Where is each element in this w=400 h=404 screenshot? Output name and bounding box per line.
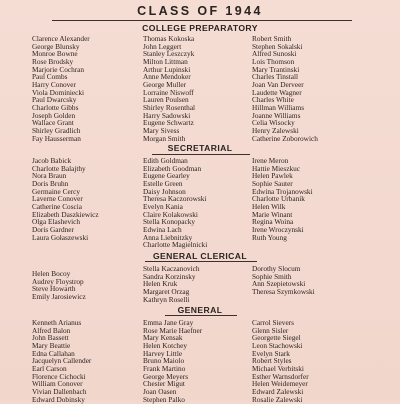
student-name: Charlotte Magielnicki	[143, 240, 208, 250]
student-name: Harvey Little	[143, 348, 183, 358]
student-name: Kathryn Roselli	[143, 294, 190, 304]
student-name: Jacquelyn Callender	[32, 356, 92, 366]
student-name: Helen Kotchey	[143, 340, 187, 350]
student-name: Harry Sadowski	[143, 110, 191, 120]
student-name: Steve Howarth	[32, 284, 76, 294]
student-name: Edith Goldman	[143, 156, 188, 165]
student-name: Morgan Smith	[143, 133, 186, 143]
student-name: Celia Wisocky	[252, 118, 295, 128]
student-name: Stephen Sokalski	[252, 41, 303, 51]
student-name: Charlotte Urbanik	[252, 194, 305, 204]
student-name: Robert Smith	[252, 34, 292, 43]
student-name: Catherine Zoborowich	[252, 133, 318, 143]
student-name: Charlotte Balajthy	[32, 163, 86, 173]
student-name: Henry Zalewski	[252, 125, 299, 135]
student-name: Helen Wilk	[252, 201, 286, 211]
student-name: Irene Wroczynski	[252, 224, 304, 234]
student-name: Rose Brodsky	[32, 56, 74, 66]
student-name: Evelyn Stark	[252, 348, 290, 358]
student-name: William Conover	[32, 379, 83, 389]
student-name: Laverne Conover	[32, 194, 83, 204]
student-name: Glenn Sisler	[252, 325, 289, 335]
student-name: Milton Littman	[143, 56, 188, 66]
student-name: John Bassett	[32, 333, 69, 343]
student-name: Mary Trantinski	[252, 64, 300, 74]
student-name: Sophie Sauter	[252, 178, 293, 188]
student-name: Joanne Williams	[252, 110, 301, 120]
student-name: Charles White	[252, 95, 294, 105]
student-name: Theresa Kaczorowski	[143, 194, 207, 204]
student-name: Alfred Balon	[32, 325, 71, 335]
general-column-2	[143, 319, 202, 403]
student-name: Florence Cichocki	[32, 371, 86, 381]
section-heading-general: GENERAL	[177, 305, 223, 315]
title-rule	[52, 20, 352, 21]
student-name: Robert Styles	[252, 356, 292, 366]
student-name: Edward Dobinsky	[32, 394, 85, 404]
student-name: Emma Jane Gray	[143, 318, 194, 327]
student-name: Michael Verbitski	[252, 363, 304, 373]
student-name: Hattie Mieszkuc	[252, 163, 301, 173]
student-name: Bruno Maiolo	[143, 356, 185, 366]
student-name: Rose Marie Haefner	[143, 325, 203, 335]
section-heading-college-preparatory: COLLEGE PREPARATORY	[142, 23, 258, 33]
college-prep-column-3	[252, 35, 318, 142]
student-name: Rosalie Zalewski	[252, 394, 303, 404]
student-name: Doris Gardner	[32, 224, 74, 234]
student-name: Elizabeth Goodman	[143, 163, 202, 173]
student-name: Helen Bocoy	[32, 269, 71, 278]
student-name: Monroe Bowne	[32, 49, 78, 59]
student-name: Evelyn Kania	[143, 201, 183, 211]
general-rule	[165, 315, 237, 316]
student-name: Germaine Cercy	[32, 186, 81, 196]
student-name: Hillman Williams	[252, 102, 305, 112]
student-name: Theresa Szymkowski	[252, 286, 315, 296]
student-name: Ann Szepietowski	[252, 279, 306, 289]
student-name: Earl Carson	[32, 363, 67, 373]
student-name: Georgette Siegel	[252, 333, 301, 343]
student-name: Estelle Green	[143, 178, 183, 188]
student-name: Catherine Coscia	[32, 201, 83, 211]
student-name: Mary Sivess	[143, 125, 180, 135]
student-name: Arthur Lupinski	[143, 64, 191, 74]
student-name: George Muller	[143, 79, 187, 89]
student-name: Stella Kaczanovich	[143, 264, 200, 273]
student-name: Nora Braun	[32, 171, 67, 181]
student-name: Mary Kensak	[143, 333, 183, 343]
student-name: Alfred Sunoski	[252, 49, 297, 59]
student-name: Sophie Smith	[252, 271, 292, 281]
student-name: Chester Migut	[143, 379, 185, 389]
student-name: Wallace Grant	[32, 118, 74, 128]
student-name: Daisy Johnson	[143, 186, 186, 196]
student-name: Regina Woina	[252, 217, 294, 227]
college-prep-column-2	[143, 35, 195, 142]
student-name: Eugene Schwartz	[143, 118, 194, 128]
page-title: CLASS OF 1944	[137, 4, 263, 18]
secretarial-column-3	[252, 157, 313, 241]
student-name: Marie Winant	[252, 209, 293, 219]
student-name: Paul Combs	[32, 72, 68, 82]
student-name: Ruth Young	[252, 232, 287, 242]
student-name: Margaret Orzag	[143, 286, 190, 296]
student-name: Laura Gołaszewski	[32, 232, 89, 242]
student-name: Edwina Lach	[143, 224, 182, 234]
student-name: Dorothy Slocum	[252, 264, 301, 273]
general-column-3	[252, 319, 309, 403]
student-name: Stephen Palko	[143, 394, 185, 404]
student-name: Vivian Dallenbach	[32, 386, 87, 396]
student-name: Olga Elashevich	[32, 217, 81, 227]
section-heading-secretarial: SECRETARIAL	[167, 143, 233, 153]
student-name: Joan Oasen	[143, 386, 177, 396]
student-name: Shirley Gradlich	[32, 125, 81, 135]
student-name: Kenneth Arianus	[32, 318, 82, 327]
student-name: Laudette Wagner	[252, 87, 302, 97]
student-name: Charlotte Gibbs	[32, 102, 79, 112]
student-name: Anne Mendoker	[143, 72, 191, 82]
secretarial-column-1	[32, 157, 99, 241]
student-name: Claire Kolakowski	[143, 209, 198, 219]
secretarial-column-2	[143, 157, 207, 249]
general-clerical-column-1	[32, 270, 86, 301]
student-name: Stella Konopacky	[143, 217, 196, 227]
student-name: Leon Stachowski	[252, 340, 303, 350]
student-name: George Blunsky	[32, 41, 80, 51]
student-name: Edwina Trojanowski	[252, 186, 313, 196]
student-name: Frank Martino	[143, 363, 186, 373]
student-name: Charles Tinstall	[252, 72, 299, 82]
student-name: Lorraine Niswoff	[143, 87, 194, 97]
student-name: Clarence Alexander	[32, 34, 90, 43]
student-name: Stanley Leszczyk	[143, 49, 195, 59]
student-name: Helen Weidemeyer	[252, 379, 308, 389]
student-name: Elizabeth Daszkiewicz	[32, 209, 99, 219]
student-name: Emily Jarosiewicz	[32, 291, 86, 301]
student-name: Joseph Golden	[32, 110, 76, 120]
student-name: Thomas Kokoska	[143, 34, 195, 43]
student-name: Esther Warnsdorfer	[252, 371, 309, 381]
general-clerical-rule	[145, 261, 257, 262]
section-heading-general-clerical: GENERAL CLERICAL	[152, 251, 248, 261]
student-name: Lauren Poulsen	[143, 95, 189, 105]
student-name: John Leggert	[143, 41, 182, 51]
student-name: Irene Meron	[252, 156, 289, 165]
student-name: Edward Zalewski	[252, 386, 304, 396]
student-name: Harry Conover	[32, 79, 76, 89]
student-name: Marjorie Cochran	[32, 64, 85, 74]
general-column-1	[32, 319, 91, 403]
college-prep-column-1	[32, 35, 90, 142]
student-name: Paul Dwarcsky	[32, 95, 77, 105]
student-name: Jacob Babick	[32, 156, 72, 165]
student-name: Eugene Gearley	[143, 171, 190, 181]
student-name: Shirley Rosenthal	[143, 102, 196, 112]
student-name: Viola Dominiecki	[32, 87, 85, 97]
student-name: Carrol Sievers	[252, 318, 294, 327]
student-name: Joan Van Derveer	[252, 79, 304, 89]
student-name: Helen Kruk	[143, 279, 178, 289]
student-name: Sandra Korzinsky	[143, 271, 196, 281]
student-name: Audrey Floystrop	[32, 276, 84, 286]
student-name: Edna Callahan	[32, 348, 75, 358]
student-name: Anna Liebnitzky	[143, 232, 193, 242]
student-name: Helen Pawlek	[252, 171, 293, 181]
general-clerical-column-3	[252, 265, 315, 296]
student-name: George Meyers	[143, 371, 189, 381]
secretarial-rule	[152, 154, 250, 155]
student-name: Lois Thomson	[252, 56, 295, 66]
student-name: Mary Beattie	[32, 340, 71, 350]
general-clerical-column-2	[143, 265, 200, 303]
student-name: Fay Hausserman	[32, 133, 81, 143]
student-name: Doris Bruhn	[32, 178, 69, 188]
